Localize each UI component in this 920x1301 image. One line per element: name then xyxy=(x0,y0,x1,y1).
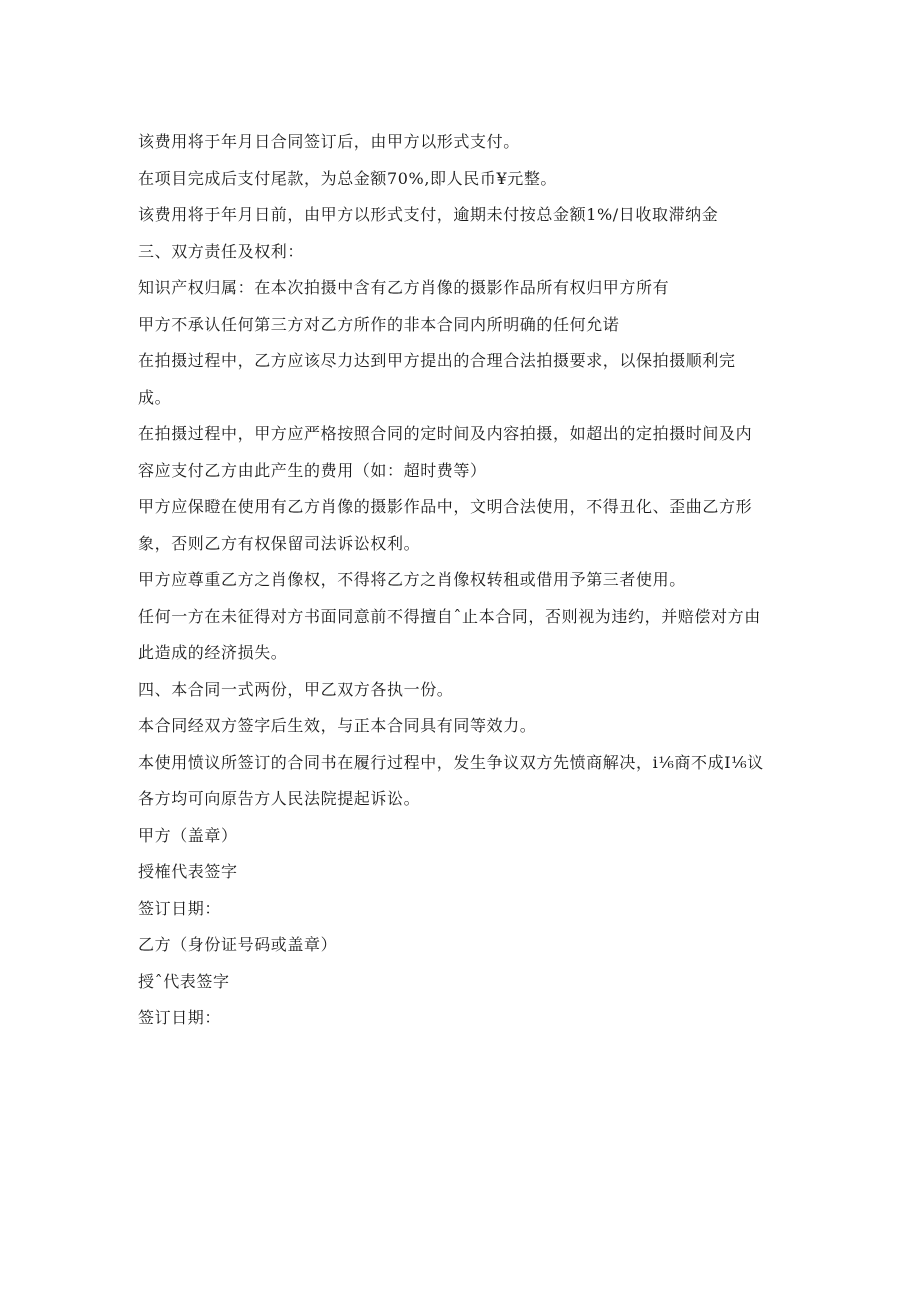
signature-representative-b: 授ˆ代表签字 xyxy=(138,971,230,991)
text-line: 此造成的经济损失。 xyxy=(138,643,288,662)
text-line: 本合同经双方签字后生效，与正本合同具有同等效力。 xyxy=(138,716,537,735)
text-line: 甲方不承认任何第三方对乙方所作的非本合同内所明确的任何允诺 xyxy=(138,314,620,334)
document-body xyxy=(138,133,788,1046)
text-line: 象，否则乙方有权保留司法诉讼权利。 xyxy=(138,533,421,553)
text-line: 任何一方在未征得对方书面同意前不得擅自ˆ止本合同，否则视为违约，并赔偿对方由 xyxy=(138,606,761,626)
signature-party-b: 乙方（身份证号码或盖章） xyxy=(138,935,338,954)
text-line: 各方均可向原告方人民法院提起诉讼。 xyxy=(138,789,421,808)
text-line: 容应支付乙方由此产生的费用（如：超时费等） xyxy=(138,460,487,480)
text-line: 甲方应尊重乙方之肖像权，不得将乙方之肖像权转租或借用予第三者使用。 xyxy=(138,570,686,589)
section-heading: 三、双方责任及权利： xyxy=(138,241,305,261)
text-line: 该费用将于年月日合同签订后，由甲方以形式支付。 xyxy=(138,132,520,151)
section-heading: 四、本合同一式两份，甲乙双方各执一份。 xyxy=(138,679,454,699)
text-line: 在拍摄过程中，甲方应严格按照合同的定时间及内容拍摄，如超出的定拍摄时间及内 xyxy=(138,424,753,443)
text-line: 成。 xyxy=(138,387,172,407)
text-line: 该费用将于年月日前，由甲方以形式支付，逾期未付按总金额1%/日收取滞纳金 xyxy=(138,205,719,224)
text-line: 甲方应保瞪在使用有乙方肖像的摄影作品中，文明合法使用，不得丑化、歪曲乙方形 xyxy=(138,497,753,516)
text-line: 在项目完成后支付尾款，为总金额70%,即人民币¥元整。 xyxy=(138,168,558,188)
signature-representative-a: 授榷代表签字 xyxy=(138,862,238,881)
signature-date-b: 签订日期： xyxy=(138,1008,222,1027)
signature-party-a: 甲方（盖章） xyxy=(138,825,238,845)
signature-date-a: 签订日期： xyxy=(138,898,222,918)
text-line: 知识产权归属：在本次拍摄中含有乙方肖像的摄影作品所有权归甲方所有 xyxy=(138,278,670,297)
text-line: 在拍摄过程中，乙方应该尽力达到甲方提出的合理合法拍摄要求，以保拍摄顺利完 xyxy=(138,351,736,370)
text-line: 本使用愤议所签订的合同书在履行过程中，发生争议双方先愤商解决，i⅙商不成I⅙议 xyxy=(138,752,764,772)
